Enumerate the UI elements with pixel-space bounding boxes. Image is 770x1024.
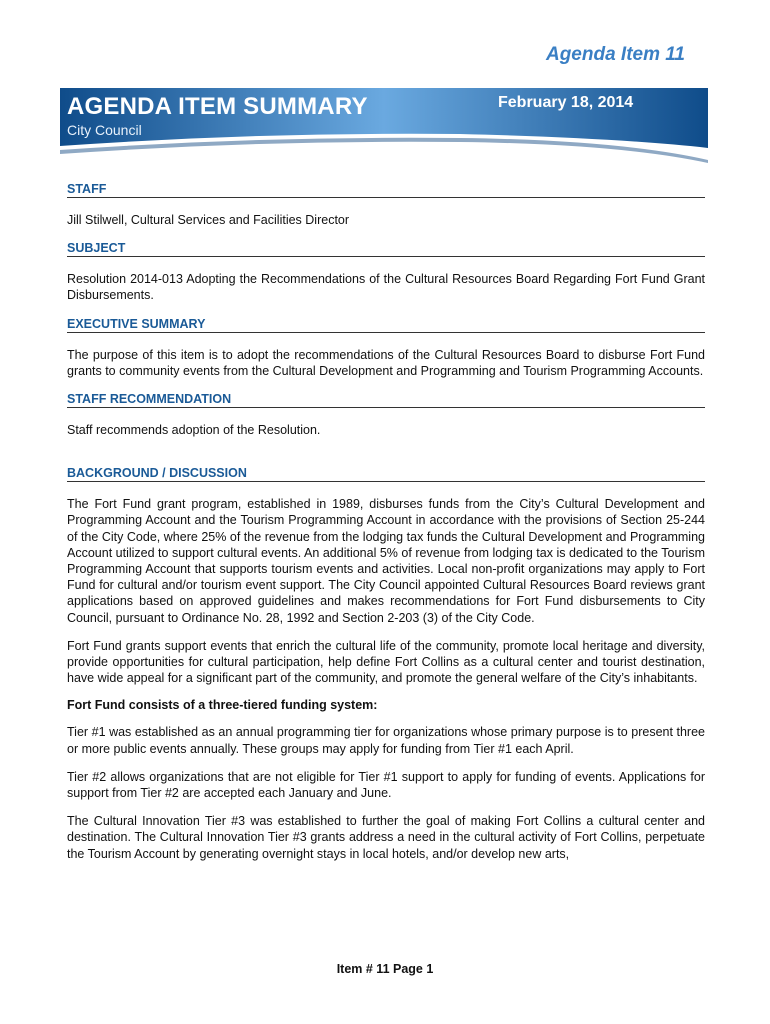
background-paragraph-1: The Fort Fund grant program, established in 1989, disburses funds from the City’s Cultural Development and Programming Account and the Tourism Programming Account in accordance with the provisions of Section 25-244 of the City Code, where 25% of the revenue from the lodging tax funds the Cultural Development and Programming Account utilized to support cultural events. An additional 5% of revenue from lodging tax is dedicated to the Tourism Programming Account that supports tourism events and activities. Local non-profit organizations may apply to Fort Fund for cultural and/or tourism event support. The City Council appointed Cultural Resources Board reviews grant applications based on approved guidelines and makes recommendations for Fort Fund disbursements to City Council, pursuant to Ordinance No. 28, 1992 and Section 2-203 (3) of the City Code. bbox=[67, 497, 705, 625]
tier-system-heading: Fort Fund consists of a three-tiered funding system: bbox=[67, 698, 378, 713]
summary-banner bbox=[60, 88, 708, 168]
tier-3-text: The Cultural Innovation Tier #3 was established to further the goal of making Fort Collins a cultural center and destination. The Cultural Innovation Tier #3 grants address a need in the cultural activity of Fort Collins, perpetuate the Tourism Account by generating overnight stays in local hotels, and/or develop new arts, bbox=[67, 814, 705, 861]
staff-recommendation-text: Staff recommends adoption of the Resolution. bbox=[67, 423, 321, 438]
meeting-date: February 18, 2014 bbox=[498, 94, 634, 111]
background-heading: BACKGROUND / DISCUSSION bbox=[67, 466, 705, 482]
executive-summary-heading: EXECUTIVE SUMMARY bbox=[67, 317, 705, 333]
page-subtitle: City Council bbox=[67, 122, 142, 138]
page-footer: Item # 11 Page 1 bbox=[336, 962, 434, 976]
tier-2-text: Tier #2 allows organizations that are not eligible for Tier #1 support to apply for funding of events. Applications for support from Tier #2 are accepted each January and June. bbox=[67, 769, 705, 801]
executive-summary-text: The purpose of this item is to adopt the recommendations of the Cultural Resources Board to disburse Fort Fund grants to community events from the Cultural Development and Programming and Tourism Programming Accounts. bbox=[67, 347, 705, 378]
tier-1-text: Tier #1 was established as an annual programming tier for organizations whose primary purpose is to present three or more public events annually. These groups may apply for funding from Tier #1 each April. bbox=[67, 725, 705, 756]
staff-heading: STAFF bbox=[67, 182, 705, 198]
document-body bbox=[67, 176, 705, 862]
background-paragraph-2: Fort Fund grants support events that enrich the cultural life of the community, promote local heritage and diversity, provide opportunities for cultural participation, help define Fort Collins as a cultural center and tourist destination, have wide appeal for a significant part of the community, and promote the general welfare of the City’s inhabitants. bbox=[67, 638, 705, 686]
page-title: AGENDA ITEM SUMMARY bbox=[67, 93, 368, 120]
subject-text: Resolution 2014-013 Adopting the Recommendations of the Cultural Resources Board Regarding Fort Fund Grant Disbursements. bbox=[67, 272, 705, 303]
staff-text: Jill Stilwell, Cultural Services and Facilities Director bbox=[67, 213, 350, 227]
agenda-item-number: Agenda Item 11 bbox=[545, 44, 685, 65]
staff-recommendation-heading: STAFF RECOMMENDATION bbox=[67, 392, 705, 408]
subject-heading: SUBJECT bbox=[67, 241, 705, 257]
